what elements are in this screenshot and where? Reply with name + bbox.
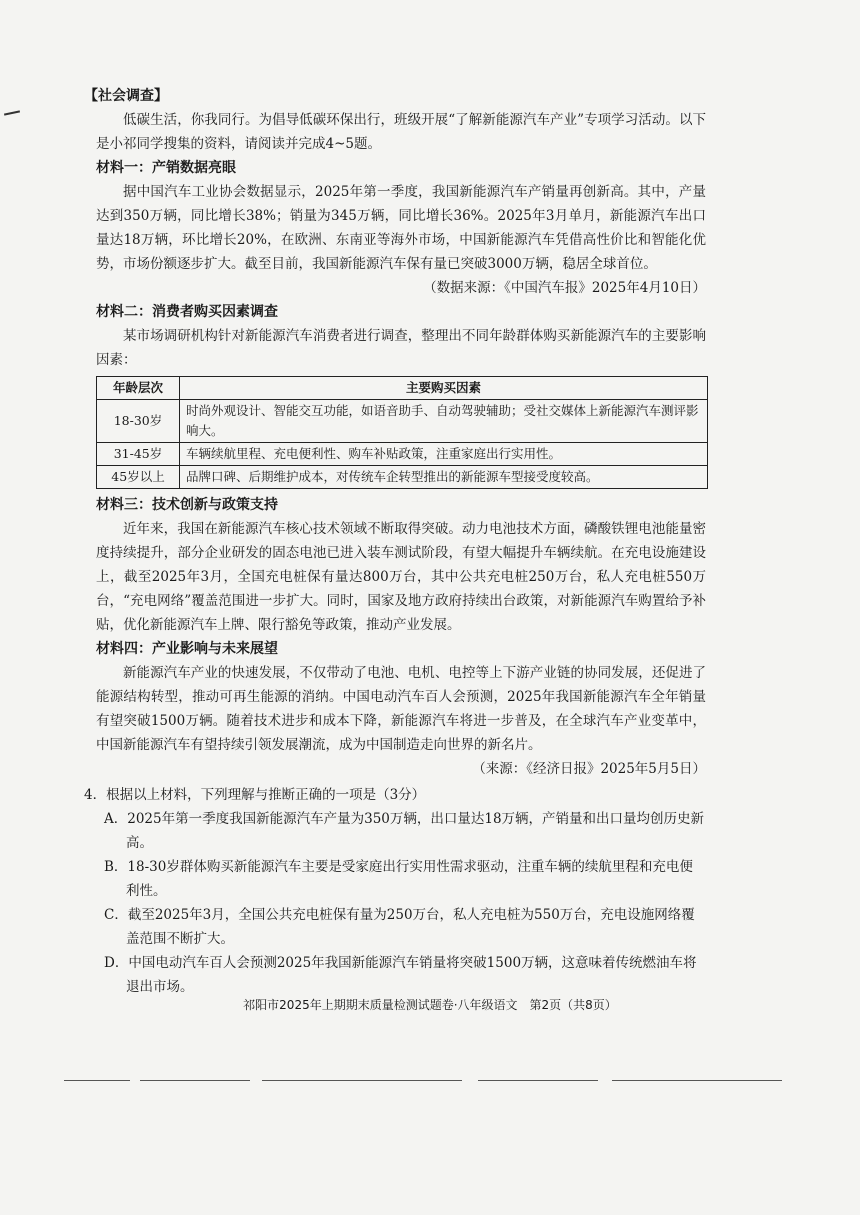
table-cell-factors: 车辆续航里程、充电便利性、购车补贴政策，注重家庭出行实用性。 xyxy=(180,443,708,466)
table-cell-age: 45岁以上 xyxy=(97,466,180,489)
table-cell-factors: 品牌口碑、后期维护成本，对传统车企转型推出的新能源车型接受度较高。 xyxy=(180,466,708,489)
material-4-paragraph: 新能源汽车产业的快速发展，不仅带动了电池、电机、电控等上下游产业链的协同发展，还促进了能源结构转型，推动可再生能源的消纳。中国电动汽车百人会预测，2025年我国新能源汽车全年销量有望突破1500万辆。随着技术进步和成本下降，新能源汽车将进一步普及，在全球汽车产业变革中，中国新能源汽车有望持续引领发展潮流，成为中国制造走向世界的新名片。 xyxy=(96,665,706,753)
page-footer: 祁阳市2025年上期期末质量检测试题卷·八年级语文 第2页（共8页） xyxy=(243,998,617,1012)
material-2-title: 材料二：消费者购买因素调查 xyxy=(96,304,278,320)
material-2-paragraph: 某市场调研机构针对新能源汽车消费者进行调查，整理出不同年龄群体购买新能源汽车的主要影响因素： xyxy=(96,328,706,368)
page-content xyxy=(84,84,706,999)
section-title: 【社会调查】 xyxy=(84,88,168,104)
intro-paragraph: 低碳生活，你我同行。为倡导低碳环保出行，班级开展“了解新能源汽车产业”专项学习活动。以下是小祁同学搜集的资料，请阅读并完成4~5题。 xyxy=(96,112,706,152)
scan-line xyxy=(64,1080,130,1081)
table-cell-age: 18-30岁 xyxy=(97,400,180,443)
table-row xyxy=(97,400,708,443)
question-4-option-c: C．截至2025年3月，全国公共充电桩保有量为250万台，私人充电桩为550万台，充电设施网络覆盖范围不断扩大。 xyxy=(104,907,695,947)
material-1-title: 材料一：产销数据亮眼 xyxy=(96,160,236,176)
question-4-stem: 4．根据以上材料，下列理解与推断正确的一项是（3分） xyxy=(84,787,426,803)
table-header-row xyxy=(97,377,708,400)
scan-line xyxy=(262,1080,462,1081)
table-row xyxy=(97,466,708,489)
purchase-factors-table xyxy=(96,376,708,489)
material-3-paragraph: 近年来，我国在新能源汽车核心技术领域不断取得突破。动力电池技术方面，磷酸铁锂电池能量密度持续提升，部分企业研发的固态电池已进入装车测试阶段，有望大幅提升车辆续航。在充电设施建设上，截至2025年3月，全国充电桩保有量达800万台，其中公共充电桩250万台，私人充电桩550万台，“充电网络”覆盖范围进一步扩大。同时，国家及地方政府持续出台政策，对新能源汽车购置给予补贴，优化新能源汽车上牌、限行豁免等政策，推动产业发展。 xyxy=(96,521,706,633)
question-4-option-a: A．2025年第一季度我国新能源汽车产量为350万辆，出口量达18万辆，产销量和出口量均创历史新高。 xyxy=(104,811,705,851)
table-header-age: 年龄层次 xyxy=(97,377,180,400)
table-header-factors: 主要购买因素 xyxy=(180,377,708,400)
scan-line xyxy=(478,1080,598,1081)
material-3-title: 材料三：技术创新与政策支持 xyxy=(96,497,278,513)
material-4-source: （来源：《经济日报》2025年5月5日） xyxy=(472,761,706,777)
question-4-option-d: D．中国电动汽车百人会预测2025年我国新能源汽车销量将突破1500万辆，这意味着传统燃油车将退出市场。 xyxy=(104,955,697,995)
scan-line xyxy=(140,1080,250,1081)
material-1-source: （数据来源：《中国汽车报》2025年4月10日） xyxy=(423,280,706,296)
scan-line xyxy=(612,1080,782,1081)
table-cell-factors: 时尚外观设计、智能交互功能，如语音助手、自动驾驶辅助；受社交媒体上新能源汽车测评影响大。 xyxy=(180,400,708,443)
material-4-title: 材料四：产业影响与未来展望 xyxy=(96,641,278,657)
table-row xyxy=(97,443,708,466)
scan-mark xyxy=(4,110,20,115)
question-4-option-b: B．18-30岁群体购买新能源汽车主要是受家庭出行实用性需求驱动，注重车辆的续航里程和充电便利性。 xyxy=(104,859,693,899)
material-1-paragraph: 据中国汽车工业协会数据显示，2025年第一季度，我国新能源汽车产销量再创新高。其中，产量达到350万辆，同比增长38%；销量为345万辆，同比增长36%。2025年3月单月，新能源汽车出口量达18万辆，环比增长20%，在欧洲、东南亚等海外市场，中国新能源汽车凭借高性价比和智能化优势，市场份额逐步扩大。截至目前，我国新能源汽车保有量已突破3000万辆，稳居全球首位。 xyxy=(96,184,706,272)
table-cell-age: 31-45岁 xyxy=(97,443,180,466)
